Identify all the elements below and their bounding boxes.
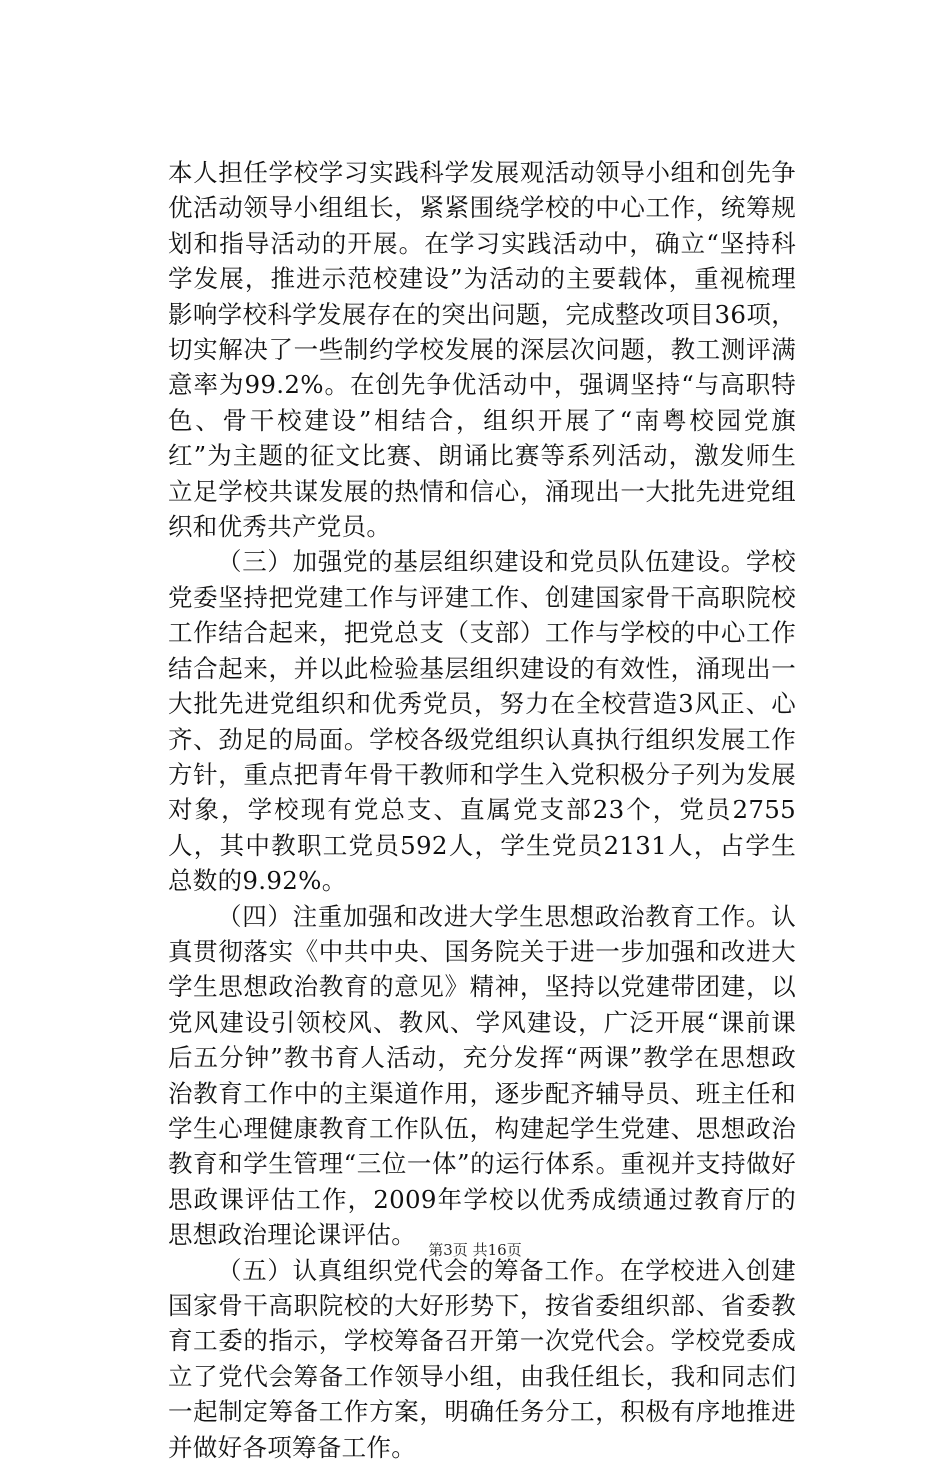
paragraph-section-5: （五）认真组织党代会的筹备工作。在学校进入创建国家骨干高职院校的大好形势下，按省委组织部、省委教育工委的指示，学校筹备召开第一次党代会。学校党委成立了党代会筹备工作领导小组，由我任组长，我和同志们一起制定筹备工作方案，明确任务分工，积极有序地推进并做好各项筹备工作。 — [168, 1255, 796, 1462]
paragraph-section-4: （四）注重加强和改进大学生思想政治教育工作。认真贯彻落实《中共中央、国务院关于进一步加强和改进大学生思想政治教育的意见》精神，坚持以党建带团建，以党风建设引领校风、教风、学风建设，广泛开展“课前课后五分钟”教书育人活动，充分发挥“两课”教学在思想政治教育工作中的主渠道作用，逐步配齐辅导员、班主任和学生心理健康教育工作队伍，构建起学生党建、思想政治教育和学生管理“三位一体”的运行体系。重视并支持做好思政课评估工作，2009年学校以优秀成绩通过教育厅的思想政治理论课评估。 — [168, 901, 796, 1250]
paragraph-section-3: （三）加强党的基层组织建设和党员队伍建设。学校党委坚持把党建工作与评建工作、创建国家骨干高职院校工作结合起来，把党总支（支部）工作与学校的中心工作结合起来，并以此检验基层组织建设的有效性，涌现出一大批先进党组织和优秀党员，努力在全校营造3风正、心齐、劲足的局面。学校各级党组织认真执行组织发展工作方针，重点把青年骨干教师和学生入党积极分子列为发展对象，学校现有党总支、直属党支部23个，党员2755人，其中教职工党员592人，学生党员2131人，占学生总数的9.92%。 — [168, 547, 796, 896]
document-body — [168, 155, 796, 1465]
page-number-footer: 第3页 共16页 — [428, 1241, 522, 1259]
paragraph-continuation: 本人担任学校学习实践科学发展观活动领导小组和创先争优活动领导小组组长，紧紧围绕学校的中心工作，统筹规划和指导活动的开展。在学习实践活动中，确立“坚持科学发展，推进示范校建设”为活动的主要载体，重视梳理影响学校科学发展存在的突出问题，完成整改项目36项，切实解决了一些制约学校发展的深层次问题，教工测评满意率为99.2%。在创先争优活动中，强调坚持“与高职特色、骨干校建设”相结合，组织开展了“南粤校园党旗红”为主题的征文比赛、朗诵比赛等系列活动，激发师生立足学校共谋发展的热情和信心，涌现出一大批先进党组织和优秀共产党员。 — [168, 158, 796, 542]
